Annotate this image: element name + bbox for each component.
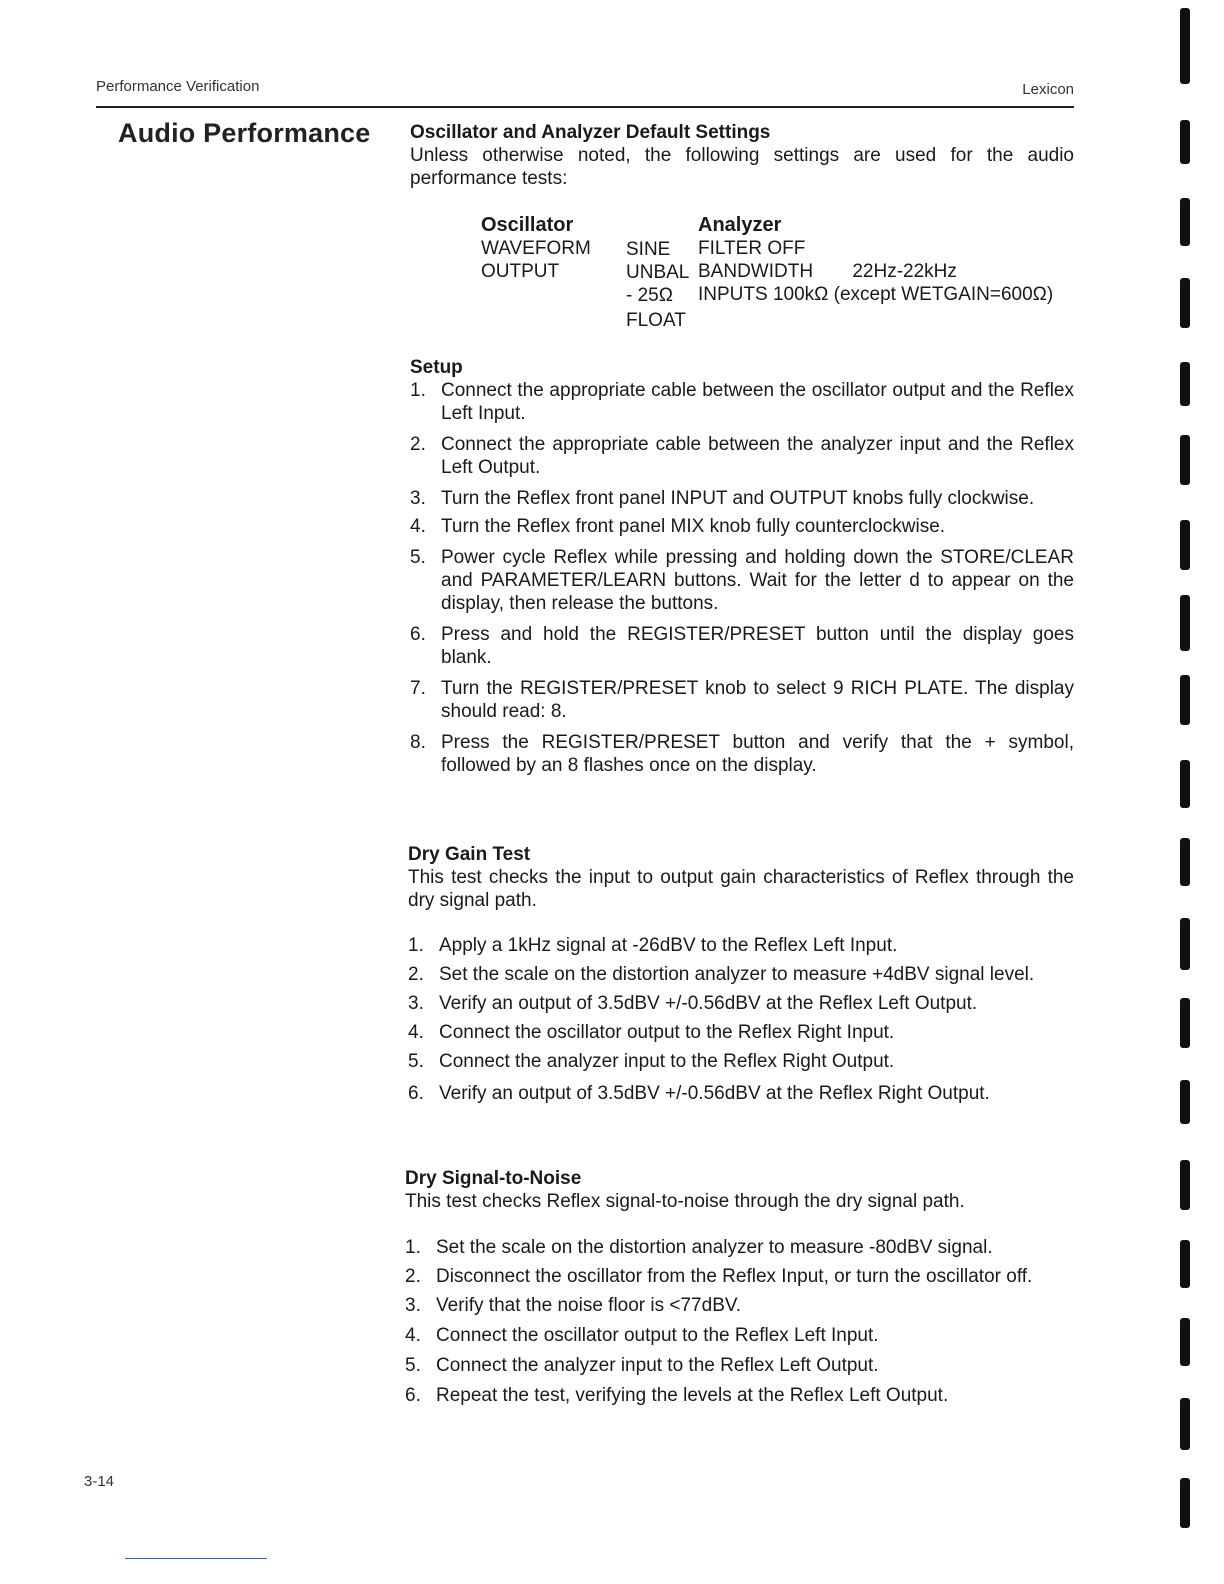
binder-mark	[1180, 1080, 1190, 1124]
binder-mark	[1180, 675, 1190, 725]
list-item: 4. Connect the oscillator output to the Reflex Left Input.	[405, 1325, 879, 1346]
dry-gain-title: Dry Gain Test	[408, 844, 531, 865]
dry-gain-section	[408, 843, 1074, 1105]
ana-bandwidth-value: 22Hz-22kHz	[852, 261, 957, 282]
dry-snr-section	[405, 1167, 1074, 1407]
ana-label-inputs: INPUTS 100kΩ (except WETGAIN=600Ω)	[698, 284, 1054, 305]
binder-mark	[1180, 8, 1190, 84]
list-item: 6. Repeat the test, verifying the levels at the Reflex Left Output.	[405, 1385, 949, 1406]
ana-label-bandwidth	[698, 260, 1053, 283]
list-item: 2. Disconnect the oscillator from the Reflex Input, or turn the oscillator off.	[405, 1266, 1033, 1287]
list-item: 2. Set the scale on the distortion analyzer to measure +4dBV signal level.	[408, 964, 1035, 985]
list-item: 4. Connect the oscillator output to the Reflex Right Input.	[408, 1022, 895, 1043]
setup-title: Setup	[410, 357, 463, 378]
binder-mark	[1180, 435, 1190, 485]
analyzer-heading: Analyzer	[698, 214, 782, 236]
list-item: 8. Press the REGISTER/PRESET button and verify that the + symbol, followed by an 8 flashes once on the display.	[410, 732, 1074, 776]
running-header-right: Lexicon	[1022, 81, 1074, 98]
list-item: 3. Verify that the noise floor is <77dBV.	[405, 1295, 742, 1316]
binder-mark	[1180, 1160, 1190, 1210]
binder-mark	[1180, 198, 1190, 246]
header-rule	[96, 106, 1074, 108]
ana-bandwidth-label: BANDWIDTH	[698, 261, 814, 282]
binder-mark	[1180, 278, 1190, 328]
setup-section	[410, 356, 1074, 777]
running-header-left: Performance Verification	[96, 78, 260, 95]
footer-rule	[125, 1558, 267, 1559]
binder-mark	[1180, 1398, 1190, 1450]
list-item: 1. Connect the appropriate cable between the oscillator output and the Reflex Left Input.	[410, 380, 1074, 424]
list-item: 5. Connect the analyzer input to the Reflex Left Output.	[405, 1355, 879, 1376]
defaults-section	[410, 121, 1074, 190]
dry-snr-title: Dry Signal-to-Noise	[405, 1168, 582, 1189]
binder-mark	[1180, 760, 1190, 808]
dry-gain-steps	[408, 934, 1074, 1105]
binder-mark	[1180, 838, 1190, 886]
list-item: 1. Set the scale on the distortion analyzer to measure -80dBV signal.	[405, 1237, 993, 1258]
dry-snr-intro: This test checks Reflex signal-to-noise through the dry signal path.	[405, 1191, 965, 1212]
list-item: 5. Power cycle Reflex while pressing and holding down the STORE/CLEAR and PARAMETER/LEARN buttons. Wait for the letter d to appear on the display, then release the buttons.	[410, 547, 1074, 614]
binder-mark	[1180, 1318, 1190, 1366]
oscillator-heading: Oscillator	[481, 214, 574, 236]
osc-value-sine: SINE	[626, 239, 671, 260]
binder-mark	[1180, 918, 1190, 970]
binder-mark	[1180, 362, 1190, 406]
defaults-title: Oscillator and Analyzer Default Settings	[410, 122, 771, 143]
list-item: 7. Turn the REGISTER/PRESET knob to select 9 RICH PLATE. The display should read: 8.	[410, 678, 1074, 722]
dry-gain-intro: This test checks the input to output gain characteristics of Reflex through the dry signal path.	[408, 867, 1074, 911]
page-number: 3-14	[84, 1473, 115, 1490]
list-item: 3. Turn the Reflex front panel INPUT and OUTPUT knobs fully clockwise.	[410, 488, 1035, 509]
binder-mark	[1180, 120, 1190, 164]
list-item: 4. Turn the Reflex front panel MIX knob fully counterclockwise.	[410, 516, 946, 537]
binder-mark	[1180, 520, 1190, 570]
osc-label-waveform: WAVEFORM	[481, 238, 591, 259]
list-item: 5. Connect the analyzer input to the Reflex Right Output.	[408, 1051, 895, 1072]
osc-value-float: FLOAT	[626, 310, 686, 331]
list-item: 1. Apply a 1kHz signal at -26dBV to the Reflex Left Input.	[408, 935, 898, 956]
binder-mark	[1180, 998, 1190, 1048]
section-title: Audio Performance	[118, 118, 371, 148]
osc-value-unbal: UNBAL	[626, 262, 690, 283]
defaults-intro: Unless otherwise noted, the following settings are used for the audio performance tests:	[410, 145, 1074, 189]
list-item: 3. Verify an output of 3.5dBV +/-0.56dBV at the Reflex Left Output.	[408, 993, 978, 1014]
list-item: 6. Verify an output of 3.5dBV +/-0.56dBV at the Reflex Right Output.	[408, 1083, 990, 1104]
osc-label-output: OUTPUT	[481, 261, 560, 282]
osc-value-25ohm: - 25Ω	[626, 285, 673, 306]
setup-steps	[410, 379, 1074, 777]
list-item: 6. Press and hold the REGISTER/PRESET button until the display goes blank.	[410, 624, 1074, 668]
ana-label-filter: FILTER OFF	[698, 238, 806, 259]
dry-snr-steps	[405, 1236, 1074, 1407]
binder-mark	[1180, 595, 1190, 651]
binder-mark	[1180, 1240, 1190, 1288]
list-item: 2. Connect the appropriate cable between the analyzer input and the Reflex Left Output.	[410, 434, 1074, 478]
binder-mark	[1180, 1478, 1190, 1528]
